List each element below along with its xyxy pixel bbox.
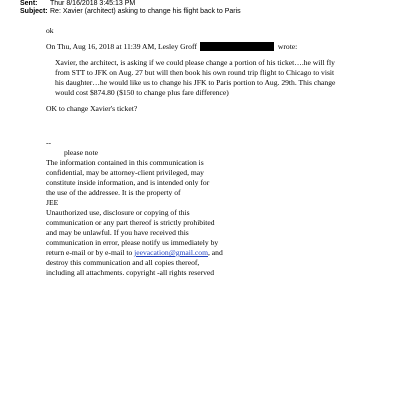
- quoted-line: his daughter…he would like us to change his JFK to Paris portion to Aug. 29th. This change: [55, 78, 336, 87]
- sent-label: Sent:: [20, 0, 38, 7]
- signature-separator: --: [46, 138, 52, 147]
- quote-intro-after: wrote:: [277, 42, 298, 51]
- quoted-line: would cost $874.80 ($150 to change plus fare difference): [55, 88, 229, 97]
- disclaimer-line: communication in error, please notify us immediately by: [46, 238, 219, 247]
- reply-text: ok: [46, 26, 54, 35]
- sent-row: [20, 0, 135, 8]
- question-text: OK to change Xavier's ticket?: [46, 104, 138, 113]
- disclaimer-line: and may be unlawful. If you have received this: [46, 228, 189, 237]
- disclaimer-line: destroy this communication and all copies thereof,: [46, 258, 200, 267]
- disclaimer-line: the use of the addressee. It is the property of: [46, 188, 181, 197]
- disclaimer-line: including all attachments. copyright -all rights reserved: [46, 268, 215, 277]
- quote-intro-before: On Thu, Aug 16, 2018 at 11:39 AM, Lesley Groff: [46, 42, 197, 51]
- redaction-block: [200, 42, 274, 51]
- quoted-line: from STT to JFK on Aug. 27 but will then book his own round trip flight to Chicago to visit: [55, 68, 335, 77]
- disclaimer-line: confidential, may be attorney-client privileged, may: [46, 168, 204, 177]
- email-link[interactable]: jeevacation@gmail.com: [134, 248, 208, 257]
- disclaimer-line: JEE: [46, 198, 59, 207]
- disclaimer-line: constitute inside information, and is intended only for: [46, 178, 210, 187]
- email-line-before: return e-mail or by e-mail to: [46, 248, 133, 257]
- subject-row: [20, 8, 241, 16]
- disclaimer-email-line: [46, 248, 223, 258]
- quoted-line: Xavier, the architect, is asking if we could please change a portion of his ticket….he will fly: [55, 58, 335, 67]
- signature-note: please note: [64, 148, 98, 157]
- sent-value: Thur 8/16/2018 3:45:13 PM: [50, 0, 136, 7]
- disclaimer-line: communication or any part thereof is strictly prohibited: [46, 218, 215, 227]
- quote-intro: [46, 42, 297, 52]
- disclaimer-line: The information contained in this communication is: [46, 158, 204, 167]
- subject-label: Subject:: [20, 8, 48, 15]
- disclaimer-line: Unauthorized use, disclosure or copying of this: [46, 208, 190, 217]
- subject-value: Re: Xavier (architect) asking to change his flight back to Paris: [50, 8, 241, 15]
- email-line-after: , and: [208, 248, 223, 257]
